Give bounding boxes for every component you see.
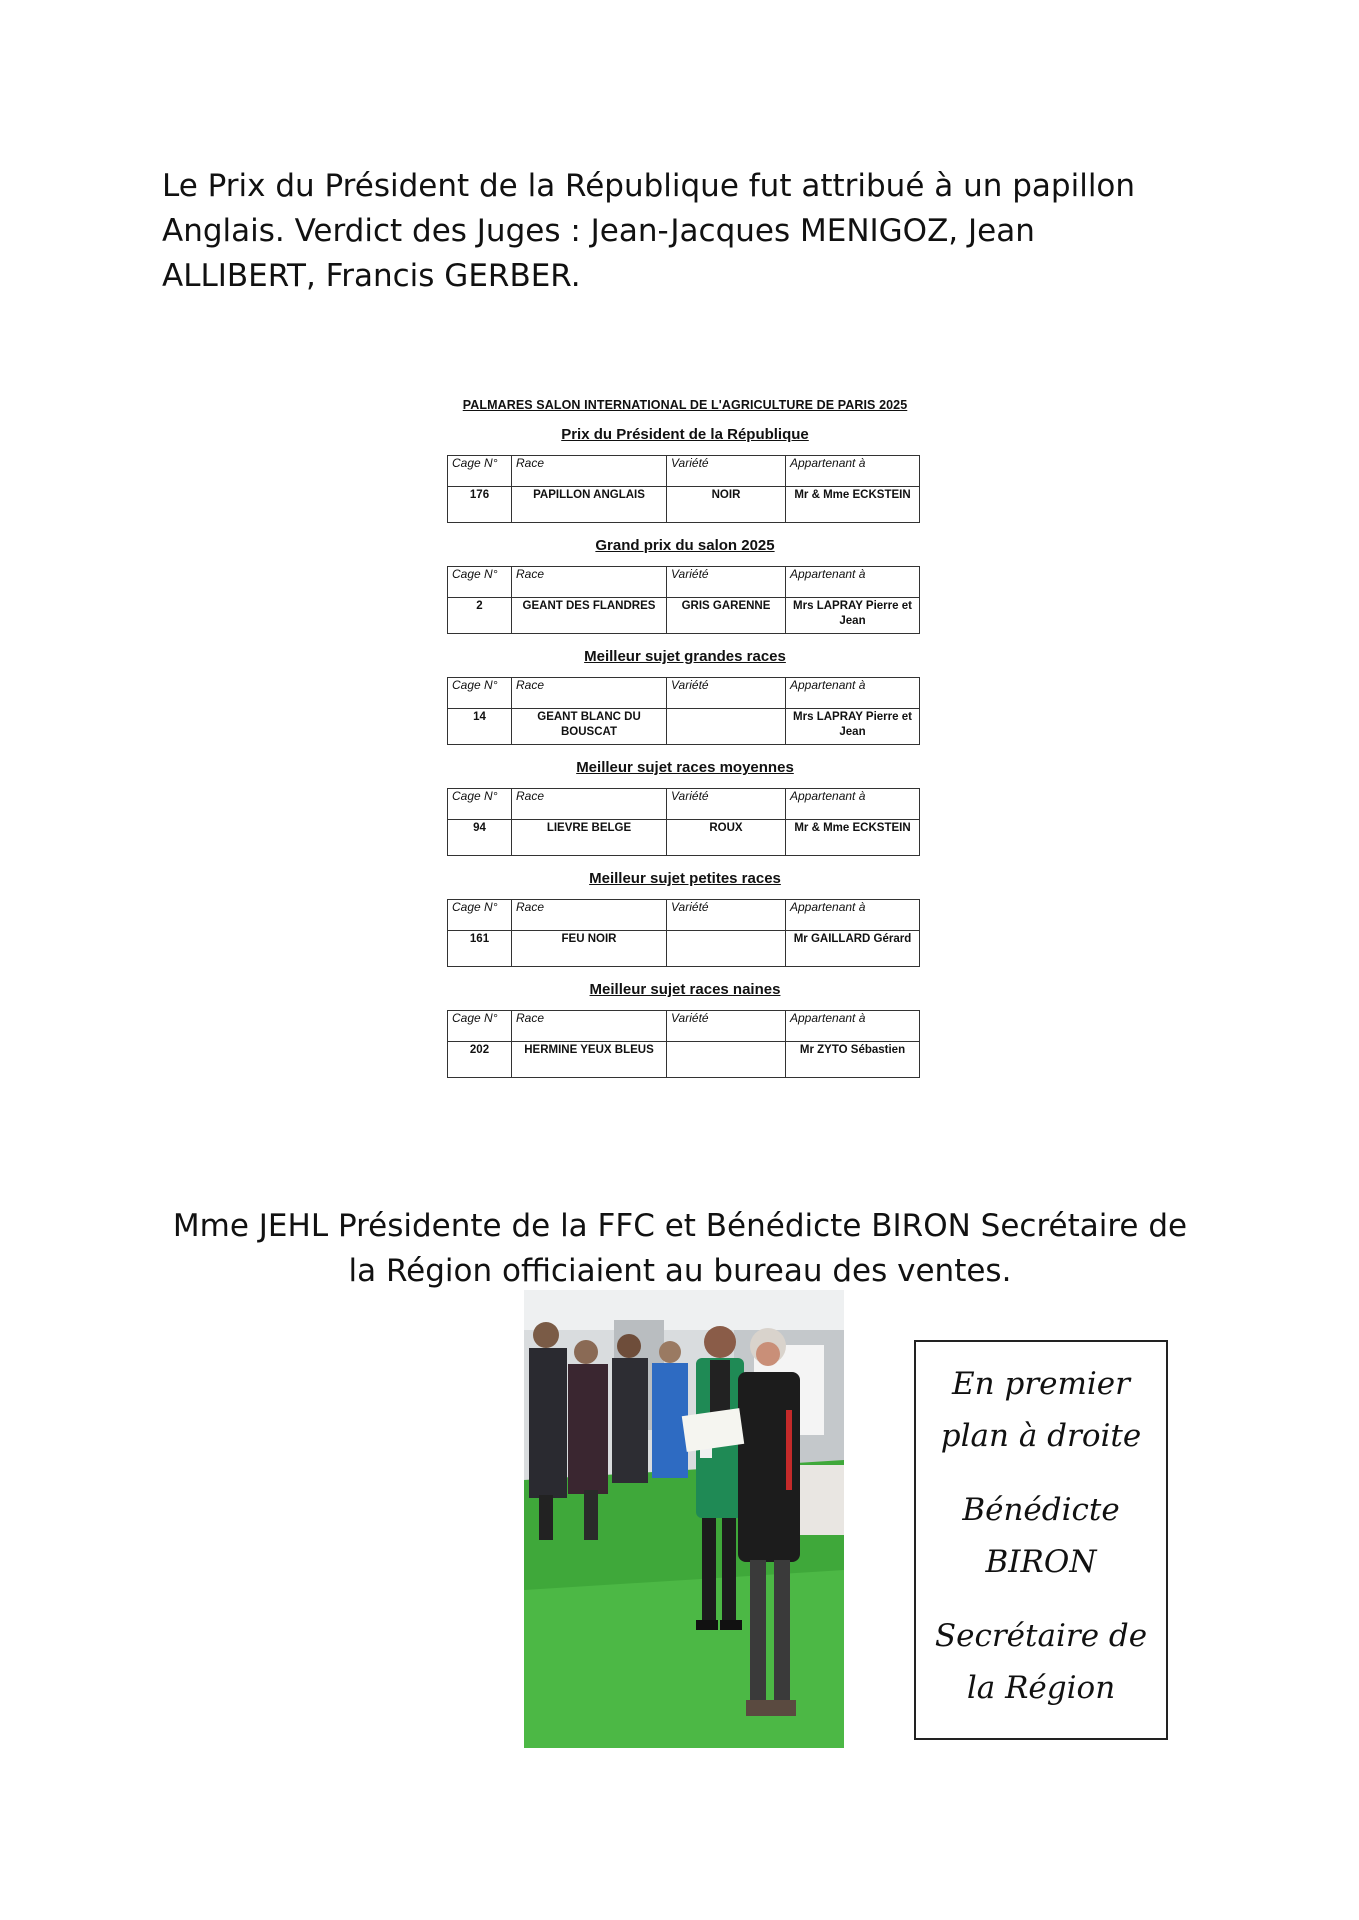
cell-cage: 202 xyxy=(448,1042,512,1078)
prize-title: Meilleur sujet grandes races xyxy=(584,648,786,665)
cell-cage: 176 xyxy=(448,487,512,523)
table-header-row xyxy=(448,1011,920,1042)
prize-table xyxy=(447,1010,920,1078)
column-header: Variété xyxy=(667,1011,786,1042)
cell-race: GEANT DES FLANDRES xyxy=(512,598,667,634)
cell-cage: 14 xyxy=(448,709,512,745)
prize-title: Grand prix du salon 2025 xyxy=(595,537,775,554)
column-header: Appartenant à xyxy=(786,789,920,820)
cell-race: FEU NOIR xyxy=(512,931,667,967)
column-header: Race xyxy=(512,789,667,820)
caption-line-1: Mme JEHL Présidente de la FFC et Bénédicte BIRON Secrétaire de xyxy=(172,1208,1188,1244)
table-row xyxy=(448,931,920,967)
prize-table xyxy=(447,677,920,745)
cell-owner: Mr & Mme ECKSTEIN xyxy=(786,487,920,523)
cell-variete xyxy=(667,931,786,967)
prize-table xyxy=(447,566,920,634)
column-header: Variété xyxy=(667,678,786,709)
prize-title: Meilleur sujet races moyennes xyxy=(576,759,794,776)
photo-side-note xyxy=(914,1340,1168,1740)
cell-cage: 94 xyxy=(448,820,512,856)
column-header: Race xyxy=(512,456,667,487)
intro-paragraph: Le Prix du Président de la République fut attribué à un papillon Anglais. Verdict des Juges : Jean-Jacques MENIGOZ, Jean ALLIBERT, Francis GERBER. xyxy=(162,168,1136,294)
column-header: Variété xyxy=(667,456,786,487)
column-header: Cage N° xyxy=(448,567,512,598)
cell-race: HERMINE YEUX BLEUS xyxy=(512,1042,667,1078)
cell-race: PAPILLON ANGLAIS xyxy=(512,487,667,523)
column-header: Cage N° xyxy=(448,456,512,487)
table-header-row xyxy=(448,678,920,709)
column-header: Cage N° xyxy=(448,678,512,709)
column-header: Variété xyxy=(667,900,786,931)
prize-title: Meilleur sujet petites races xyxy=(589,870,781,887)
side-note-name: Bénédicte BIRON xyxy=(962,1492,1120,1580)
cell-owner: Mrs LAPRAY Pierre et Jean xyxy=(786,598,920,634)
column-header: Cage N° xyxy=(448,900,512,931)
column-header: Appartenant à xyxy=(786,1011,920,1042)
table-row xyxy=(448,598,920,634)
table-header-row xyxy=(448,456,920,487)
column-header: Variété xyxy=(667,567,786,598)
column-header: Race xyxy=(512,678,667,709)
palmares-title: PALMARES SALON INTERNATIONAL DE L'AGRICULTURE DE PARIS 2025 xyxy=(462,398,908,412)
column-header: Appartenant à xyxy=(786,567,920,598)
cell-cage: 161 xyxy=(448,931,512,967)
sales-desk-photo xyxy=(524,1290,844,1748)
prize-title: Meilleur sujet races naines xyxy=(589,981,781,998)
prize-title: Prix du Président de la République xyxy=(561,426,809,443)
table-header-row xyxy=(448,900,920,931)
column-header: Cage N° xyxy=(448,789,512,820)
photo-caption xyxy=(160,1204,1200,1294)
cell-owner: Mrs LAPRAY Pierre et Jean xyxy=(786,709,920,745)
column-header: Appartenant à xyxy=(786,456,920,487)
cell-variete: ROUX xyxy=(667,820,786,856)
column-header: Appartenant à xyxy=(786,900,920,931)
column-header: Race xyxy=(512,1011,667,1042)
table-row xyxy=(448,820,920,856)
table-row xyxy=(448,1042,920,1078)
cell-owner: Mr GAILLARD Gérard xyxy=(786,931,920,967)
cell-race: LIEVRE BELGE xyxy=(512,820,667,856)
cell-owner: Mr ZYTO Sébastien xyxy=(786,1042,920,1078)
column-header: Variété xyxy=(667,789,786,820)
cell-variete: GRIS GARENNE xyxy=(667,598,786,634)
table-header-row xyxy=(448,789,920,820)
caption-line-2: la Région officiaient au bureau des ventes. xyxy=(348,1253,1012,1289)
prize-table xyxy=(447,788,920,856)
prize-list xyxy=(430,426,940,1078)
side-note-role: Secrétaire de la Région xyxy=(934,1618,1148,1706)
cell-owner: Mr & Mme ECKSTEIN xyxy=(786,820,920,856)
prize-table xyxy=(447,455,920,523)
cell-variete xyxy=(667,709,786,745)
prize-table xyxy=(447,899,920,967)
column-header: Race xyxy=(512,900,667,931)
cell-cage: 2 xyxy=(448,598,512,634)
column-header: Cage N° xyxy=(448,1011,512,1042)
cell-race: GEANT BLANC DU BOUSCAT xyxy=(512,709,667,745)
column-header: Appartenant à xyxy=(786,678,920,709)
side-note-position: En premier plan à droite xyxy=(940,1366,1142,1454)
cell-variete xyxy=(667,1042,786,1078)
column-header: Race xyxy=(512,567,667,598)
table-header-row xyxy=(448,567,920,598)
palmares-results xyxy=(430,398,940,1092)
table-row xyxy=(448,487,920,523)
photo-illustration xyxy=(524,1290,844,1748)
cell-variete: NOIR xyxy=(667,487,786,523)
table-row xyxy=(448,709,920,745)
